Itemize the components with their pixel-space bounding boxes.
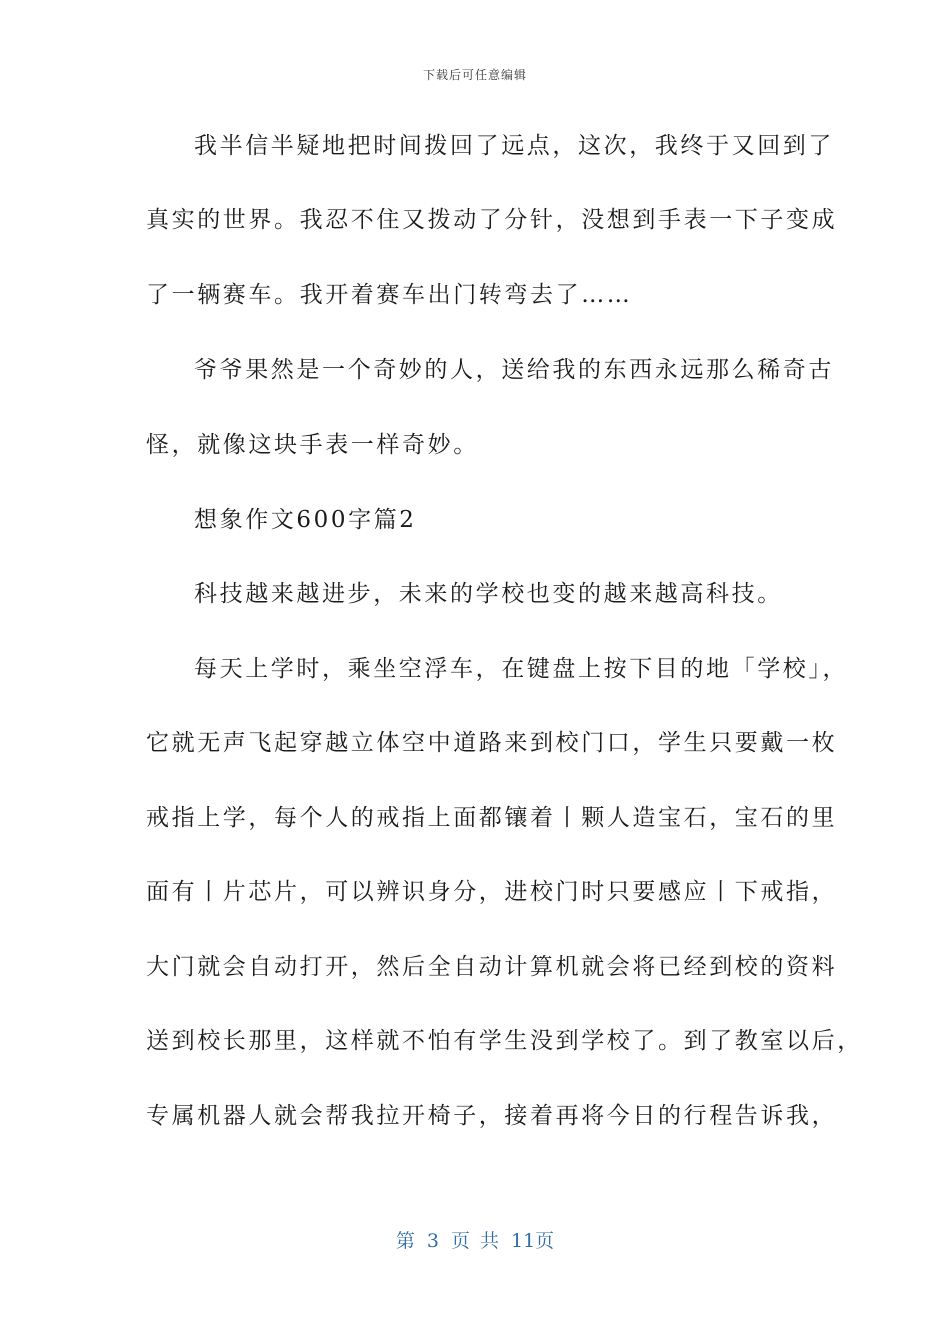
page-header: 下载后可任意编辑 (422, 68, 527, 82)
text-line-13: 送到校长那里，这样就不怕有学生没到学校了。到了教室以后， (146, 1028, 863, 1054)
text-line-4: 爷爷果然是一个奇妙的人，送给我的东西永远那么稀奇古 (194, 357, 834, 383)
text-line-5: 怪，就像这块手表一样奇妙。 (146, 432, 479, 458)
footer-total-pages: 11页 (510, 1230, 555, 1252)
text-line-2: 真实的世界。我忍不住又拨动了分针，没想到手表一下子变成 (146, 207, 838, 233)
text-line-7: 科技越来越进步，未来的学校也变的越来越高科技。 (194, 581, 783, 607)
text-line-12: 大门就会自动打开，然后全自动计算机就会将已经到校的资料 (146, 954, 838, 980)
footer-prefix: 第 (395, 1230, 415, 1252)
section-heading: 想象作文600字篇2 (194, 507, 417, 533)
text-line-8: 每天上学时，乘坐空浮车，在键盘上按下目的地「学校」， (194, 656, 849, 682)
text-line-14: 专属机器人就会帮我拉开椅子，接着再将今日的行程告诉我， (146, 1103, 838, 1129)
text-line-3: 了一辆赛车。我开着赛车出门转弯去了…… (146, 282, 633, 308)
footer-current-page: 3 (426, 1230, 439, 1252)
text-line-11: 面有丨片芯片，可以辨识身分，进校门时只要感应丨下戒指， (146, 879, 838, 905)
text-line-9: 它就无声飞起穿越立体空中道路来到校门口，学生只要戴一枚 (146, 730, 838, 756)
footer-middle: 页 共 (450, 1230, 499, 1252)
text-line-1: 我半信半疑地把时间拨回了远点，这次，我终于又回到了 (194, 133, 834, 159)
text-line-10: 戒指上学，每个人的戒指上面都镶着丨颗人造宝石，宝石的里 (146, 805, 838, 831)
page-footer (0, 1226, 950, 1253)
